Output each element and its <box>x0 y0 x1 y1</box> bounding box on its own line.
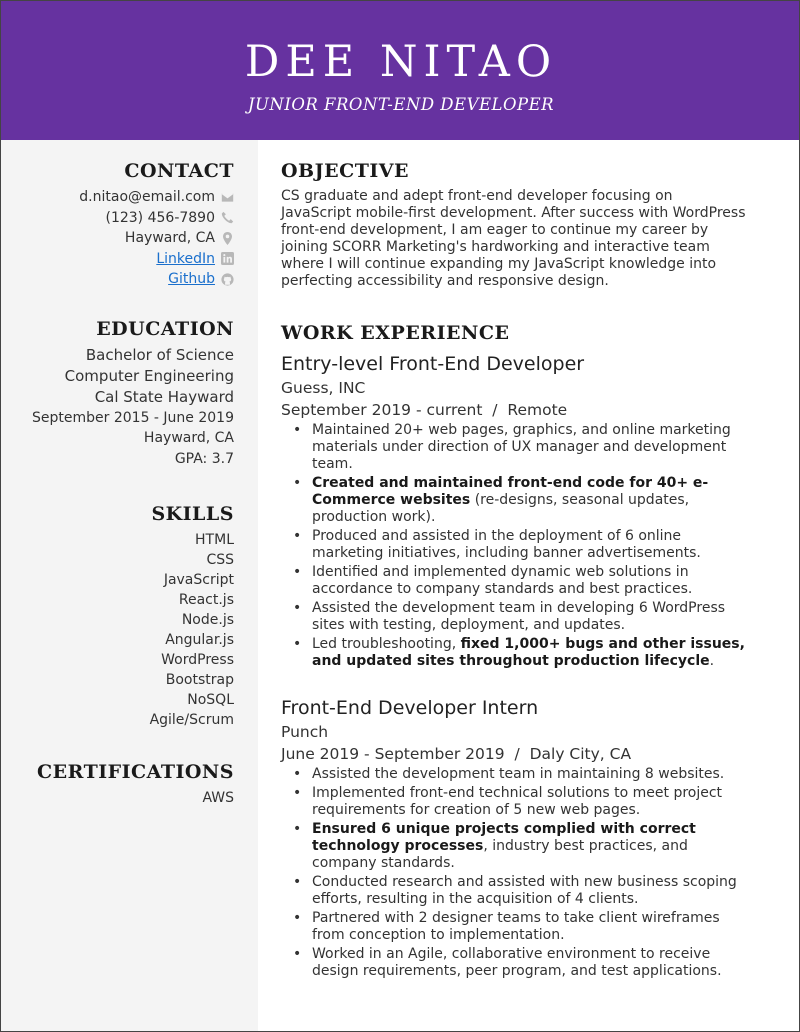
education-gpa: GPA: 3.7 <box>174 451 234 467</box>
education-section <box>32 318 234 470</box>
bullet-item: • Led troubleshooting, fixed 1,000+ bugs and other issues, and updated sites throughout production lifecycle. <box>281 636 751 670</box>
objective-heading: OBJECTIVE <box>281 160 409 182</box>
certifications-section <box>37 761 234 808</box>
skill-item: WordPress <box>161 652 234 668</box>
education-dates: September 2015 - June 2019 <box>32 410 234 426</box>
skill-item: JavaScript <box>163 572 234 588</box>
phone-text: (123) 456-7890 <box>105 209 215 226</box>
job-company: Guess, INC <box>281 379 366 397</box>
skills-heading: SKILLS <box>151 503 234 525</box>
phone-line <box>79 208 234 229</box>
bullet-item: • Assisted the development team in developing 6 WordPress sites with testing, deployment, and updates. <box>281 600 751 634</box>
skill-item: Node.js <box>181 612 234 628</box>
phone-icon <box>221 211 234 224</box>
linkedin-line <box>79 249 234 270</box>
bullet-item: • Implemented front-end technical solutions to meet project requirements for creation of 5 new web pages. <box>281 785 751 819</box>
education-degree: Bachelor of Science <box>85 346 234 364</box>
job-bullets <box>281 422 761 670</box>
bullet-item: • Identified and implemented dynamic web solutions in accordance to company standards and best practices. <box>281 564 751 598</box>
education-location: Hayward, CA <box>143 430 234 446</box>
bullet-item: • Maintained 20+ web pages, graphics, and online marketing materials under direction of UX manager and development team. <box>281 422 751 473</box>
skill-item: CSS <box>206 552 234 568</box>
certifications-heading: CERTIFICATIONS <box>37 761 234 783</box>
bullet-item: • Worked in an Agile, collaborative environment to receive design requirements, peer program, and test applications. <box>281 946 751 980</box>
skill-item: React.js <box>178 592 234 608</box>
header-banner <box>1 1 800 140</box>
skills-section <box>150 503 234 730</box>
contact-section <box>79 160 234 290</box>
github-link[interactable]: Github <box>168 271 215 287</box>
job-dates: June 2019 - September 2019 <box>281 745 505 763</box>
location-line <box>79 228 234 249</box>
job-location: Remote <box>507 401 568 419</box>
skill-item: Agile/Scrum <box>149 712 234 728</box>
job-separator: / <box>514 745 520 763</box>
github-line <box>79 269 234 290</box>
job-entry <box>281 352 761 672</box>
job-title: Entry-level Front-End Developer <box>281 353 585 375</box>
location-text: Hayward, CA <box>124 230 215 246</box>
experience-heading: WORK EXPERIENCE <box>281 322 510 344</box>
job-title: Front-End Developer Intern <box>281 697 539 719</box>
certification-item: AWS <box>202 790 234 806</box>
bullet-item: • Conducted research and assisted with new business scoping efforts, resulting in the acquisition of 4 clients. <box>281 874 751 908</box>
job-dates-line <box>281 399 761 421</box>
job-dates: September 2019 - current <box>281 401 483 419</box>
location-pin-icon <box>221 232 234 245</box>
bullet-item: • Created and maintained front-end code for 40+ e-Commerce websites (re-designs, seasonal updates, production work). <box>281 475 751 526</box>
sidebar <box>1 140 258 1032</box>
job-entry <box>281 696 761 982</box>
job-location: Daly City, CA <box>529 745 632 763</box>
candidate-name: DEE NITAO <box>244 37 558 87</box>
education-major: Computer Engineering <box>64 367 234 385</box>
candidate-title: JUNIOR FRONT-END DEVELOPER <box>247 95 555 114</box>
education-school: Cal State Hayward <box>94 388 234 406</box>
bullet-item: • Assisted the development team in maintaining 8 websites. <box>281 766 751 783</box>
email-line <box>79 187 234 208</box>
objective-text: CS graduate and adept front-end developer focusing on JavaScript mobile-first development. After success with WordPress front-end development, I am eager to continue my career by joining SCORR Marketing's hardworking and interactive team where I will continue expanding my JavaScript knowledge into perfecting accessibility and responsive design. <box>281 188 746 289</box>
github-icon <box>221 273 234 286</box>
job-bullets <box>281 766 761 980</box>
email-text[interactable]: d.nitao@email.com <box>79 189 215 205</box>
envelope-icon <box>221 191 234 204</box>
skill-item: HTML <box>195 532 234 548</box>
skill-item: Angular.js <box>165 632 234 648</box>
skill-item: Bootstrap <box>165 672 234 688</box>
job-separator: / <box>492 401 498 419</box>
skill-item: NoSQL <box>187 692 234 708</box>
linkedin-link[interactable]: LinkedIn <box>156 250 215 267</box>
bullet-item: • Produced and assisted in the deployment of 6 online marketing initiatives, including banner advertisements. <box>281 528 751 562</box>
education-heading: EDUCATION <box>96 318 234 340</box>
job-dates-line <box>281 743 761 765</box>
job-company: Punch <box>281 723 329 741</box>
linkedin-icon <box>221 252 234 265</box>
bullet-item: • Partnered with 2 designer teams to take client wireframes from conception to implementation. <box>281 910 751 944</box>
bullet-item: • Ensured 6 unique projects complied with correct technology processes, industry best practices, and company standards. <box>281 821 751 872</box>
contact-heading: CONTACT <box>124 160 234 182</box>
